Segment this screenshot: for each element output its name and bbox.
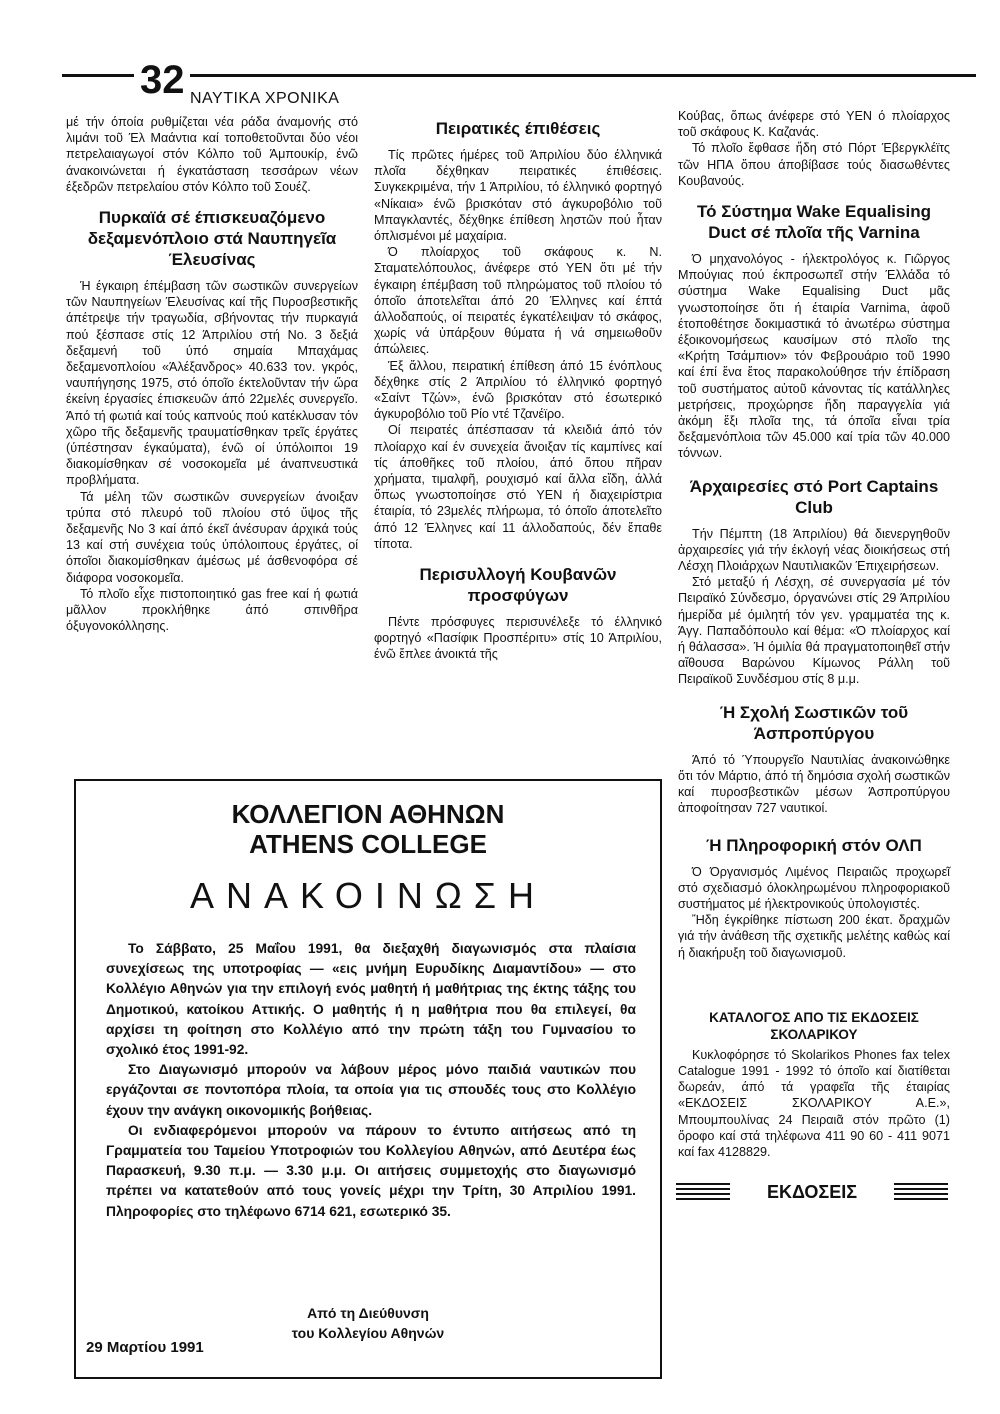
paragraph: Στο Διαγωνισμό μπορούν να λάβουν μέρος μόνο παιδιά ναυτικών που εργάζονται σε ποντοπόρα πλοία, τα οποία για τις σπουδές τους στο Κολλέγιο έχουν την ανάγκη οικονομικής βοήθειας. <box>106 1062 636 1118</box>
paragraph: Άπό τό Ύπουργεῖο Ναυτιλίας ἀνακοινώθηκε ὅτι τόν Μάρτιο, άπό τή δημόσια σχολή σωστικῶν καί πυροσβεστικῶν μέσων Άσπροπύργου ἀποφοίτησαν 727 ναυτικοί. <box>678 752 950 816</box>
header-rule-left <box>62 74 134 77</box>
announcement-date: 29 Μαρτίου 1991 <box>86 1339 204 1356</box>
article-title-rescue-school: Ή Σχολή Σωστικῶν τοῦ Άσπροπύργου <box>719 702 909 743</box>
section-banner-publications <box>676 1183 948 1201</box>
paragraph: Το Σάββατο, 25 Μαΐου 1991, θα διεξαχθή διαγωνισμός στα πλαίσια συνεχίσεως της υποτροφίας — «εις μνήμη Ευρυδίκης Διαμαντίδου» — στο Κολλέγιο Αθηνών για την επιλογή ενός μαθητή ή μαθήτριας της έκτης τάξης του Δημοτικού, κατοίκου Αττικής. Ο μαθητής ή η μαθήτρια που θα επιλεγεί, θα αρχίσει τη φοίτηση στο Κολλέγιο από την πρώτη τάξη του Γυμνασίου το σχολικό έτος 1991-92. <box>106 941 636 1058</box>
paragraph: Έξ ἄλλου, πειρατική έπίθεση άπό 15 ένόπλους δέχθηκε στίς 2 Άπριλίου τό έλληνικό φορτηγό «Σαίντ Τζών», ένῶ βρισκόταν στό έσωτερικό άγκυροβόλιο τοῦ Ρίο ντέ Τζανέϊρο. <box>374 358 662 422</box>
announcement-signature <box>76 1303 660 1343</box>
college-announcement-box <box>74 779 662 1379</box>
paragraph: Ἤδη έγκρίθηκε πίστωση 200 έκατ. δραχμῶν γιά τήν ἀνάθεση τῆς σχετικῆς μελέτης καθώς καί ή διακήρυξη τοῦ διαγωνισμοῦ. <box>678 913 950 960</box>
paragraph: Στό μεταξύ ή Λέσχη, σέ συνεργασία μέ τόν Πειραϊκό Σύνδεσμο, όργανώνει στίς 29 Άπριλίου ήμερίδα μέ όμιλητή τόν γεν. γραμματέα της κ. Άγγ. Παπαδόπουλο καί θέμα: «Ό πλοίαρχος καί ή θάλασσα». Ή όμιλία θά πραγματοποιηθεῖ στήν αἴθουσα Βαρώνου Κίμωνος Ράλλη τοῦ Πειραϊκοῦ Συνδέσμου στίς 8 μ.μ. <box>678 575 950 687</box>
paragraph: Τό πλοῖο εἶχε πιστοποιητικό gas free καί ή φωτιά μᾶλλον προκλήθηκε άπό σπινθῆρα όξυγονοκόλλησης. <box>66 586 358 634</box>
article-title-catalogue: ΚΑΤΑΛΟΓΟΣ ΑΠΟ ΤΙΣ ΕΚΔΟΣΕΙΣ ΣΚΟΛΑΡΙΚΟΥ <box>709 1009 919 1042</box>
paragraph: Ή έγκαιρη έπέμβαση τῶν σωστικῶν συνεργείων τῶν Ναυπηγείων Έλευσίνας καί τῆς Πυροσβεστικῆς άπέτρεψε τήν τραγωδία, σβήνοντας τήν πυρκαγιά πού ξέσπασε στίς 12 Άπριλίου στή Νο. 3 δεξιά δεξαμενή τοῦ ύπό σημαία Μπαχάμας δεξαμενοπλοίου «Άλέξανδρος» 40.633 τον. γκρός, ναυπήγησης 1975, στό όποῖο έκτελοῦνταν τήν ὥρα έκείνη έργασίες έπισκευῶν άπό 22μελές συνεργεῖο. Άπό τή φωτιά καί τούς καπνούς πού κατέκλυσαν τόν χῶρο τῆς δεξαμενῆς τραυματίσθηκαν τρεῖς έργάτες (ύπέστησαν έγκαύματα), ένῶ οί ύπόλοιποι 19 διακομίσθηκαν σέ νοσοκομεῖα μέ άναπνευστικά προβλήματα. <box>66 279 358 488</box>
article-title-fire: Πυρκαϊά σέ έπισκευαζόμενο δεξαμενόπλοιο στά Ναυπηγεῖα Έλευσίνας <box>87 208 337 270</box>
page-number: 32 <box>140 58 185 102</box>
paragraph: Ό Όργανισμός Λιμένος Πειραιῶς προχωρεῖ στό σχεδιασμό όλοκληρωμένου πληροφοριακοῦ συστήματος μέ ήλεκτρονικούς ὑπολογιστές. <box>678 864 950 911</box>
header-rule-right <box>190 74 976 77</box>
paragraph: Κούβας, ὅπως άνέφερε στό ΥΕΝ ό πλοίαρχος τοῦ σκάφους Κ. Καζανάς. <box>678 109 950 140</box>
paragraph: Ό μηχανολόγος - ήλεκτρολόγος κ. Γιῶργος Μπούγιας πού έκπροσωπεῖ στήν Έλλάδα τό σύστημα Wake Equalising Duct μᾶς γνωστοποίησε ὅτι ή έταιρία Varnima, ἀφοῦ έτοποθέτησε δοκιμαστικά τό ἀνωτέρω σύστημα έξοικονομήσεως καυσίμων στό πλοῖο της «Κρήτη Τσάμπιον» τόν Φεβρουάριο τοῦ 1990 καί έπί ἕνα ἔτος παρακολούθησε τήν έπίδραση τοῦ συστήματος αὐτοῦ κάνοντας τίς κατάλληλες μετρήσεις, προχώρησε ἤδη παραγγελία γιά ἀκόμη ἕξι πλοῖα της, τά όποῖα εἶναι τρία δεξαμενόπλοια τῶν 45.000 καί τρία τῶν 40.000 τόννων. <box>678 252 950 461</box>
article-continuation: μέ τήν όποία ρυθμίζεται νέα ράδα άναμονής στό λιμάνι τοῦ Έλ Μαάντια καί τοποθετοῦνται δύο νέοι πετρελαιαγωγοί στόν Κόλπο τοῦ Άμπουκίρ, ένῶ άνακοινώνεται ή έγκατάσταση τεσσάρων νέων έξεδρῶν πετρελαίου στόν Κόλπο τοῦ Σουέζ. <box>66 115 358 194</box>
paragraph: Τίς πρῶτες ήμέρες τοῦ Άπριλίου δύο έλληνικά πλοῖα δέχθηκαν πειρατικές έπιθέσεις. Συγκεκριμένα, τήν 1 Άπριλίου, τό έλληνικό φορτηγό «Νίκαια» ένῶ βρισκόταν στό άγκυροβόλιο τοῦ Μπαγκλαντές, δέχθηκε έπίθεση ληστῶν πού ἦταν όπλισμένοι μέ μαχαίρια. <box>374 148 662 244</box>
article-title-it-olp: Ή Πληροφορική στόν ΟΛΠ <box>706 835 922 855</box>
banner-rules-left <box>676 1183 730 1203</box>
signature-line: Από τη Διεύθυνση <box>307 1305 429 1321</box>
column-right <box>678 108 950 1160</box>
paragraph: Κυκλοφόρησε τό Skolarikos Phones fax telex Catalogue 1991 - 1992 τό όποῖο καί διατίθεται δωρεάν, άπό τά γραφεῖα τῆς έταιρίας «ΕΚΔΟΣΕΙΣ ΣΚΟΛΑΡΙΚΟΥ Α.Ε.», Μπουμπουλίνας 24 Πειραιᾶ στόν πρῶτο (1) ὄροφο καί στά τηλέφωνα 411 90 60 - 411 9071 καί fax 4128829. <box>678 1047 950 1159</box>
paragraph: Πέντε πρόσφυγες περισυνέλεξε τό έλληνικό φορτηγό «Πασίφικ Προσπέριτυ» στίς 10 Άπριλίου, ένῶ ἔπλεε άνοικτά τῆς <box>374 615 662 662</box>
article-title-wake-duct: Τό Σύστημα Wake Equalising Duct σέ πλοῖα τῆς Varnina <box>697 202 931 243</box>
announcement-heading: ΑΝΑΚΟΙΝΩΣΗ <box>189 875 547 916</box>
announcement-institution-english: ATHENS COLLEGE <box>249 829 487 859</box>
paragraph: Οί πειρατές άπέσπασαν τά κλειδιά άπό τόν πλοίαρχο καί έν συνεχεία ἄνοιξαν τίς καμπίνες καί τίς άποθῆκες τοῦ πλοίου, άπό ὅπου πῆραν χρήματα, τιμαλφῆ, ρουχισμό καί ἄλλα εἴδη, άλλά ὅπως γνωστοποίησε στό ΥΕΝ ή διαχειρίστρια έταιρία, τό 23μελές πλήρωμα, τό όποῖο άποτελεῖτο άπό 12 Έλληνες καί 11 άλλοδαπούς, δέν ἔπαθε τίποτα. <box>374 423 662 551</box>
section-label: ΕΚΔΟΣΕΙΣ <box>766 1182 858 1202</box>
paragraph: Τά μέλη τῶν σωστικῶν συνεργείων άνοιξαν τρύπα στό πλευρό τοῦ πλοίου στό ὕψος τῆς δεξαμενῆς Νο 3 καί άπό έκεῖ άνέσυραν άρχικά τούς 13 καί στή συνέχεια τούς ύπόλοιπους έργάτες, οί όποῖοι διακομίσθηκαν άμέσως μέ άσθενοφόρα σέ διάφορα νοσοκομεῖα. <box>66 489 358 585</box>
paragraph: Οι ενδιαφερόμενοι μπορούν να πάρουν το έντυπο αιτήσεως από τη Γραμματεία του Ταμείου Υποτροφιών του Κολλεγίου Αθηνών, από Δευτέρα έως Παρασκευή, 9.30 π.μ. — 3.30 μ.μ. Οι αιτήσεις συμμετοχής στο διαγωνισμό πρέπει να κατατεθούν από τους γονείς μέχρι την Τρίτη, 30 Απριλίου 1991. Πληροφορίες στο τηλέφωνο 6714 621, εσωτερικό 35. <box>106 1122 636 1219</box>
banner-rules-right <box>894 1183 948 1203</box>
column-middle <box>374 118 662 663</box>
article-title-pirates: Πειρατικές έπιθέσεις <box>435 119 601 138</box>
article-title-refugees: Περισυλλογή Κουβανῶν προσφύγων <box>419 565 617 606</box>
signature-line: του Κολλεγίου Αθηνών <box>291 1325 445 1341</box>
announcement-body <box>106 939 636 1222</box>
paragraph: Τήν Πέμπτη (18 Άπριλίου) θά διενεργηθοῦν ἀρχαιρεσίες γιά τήν έκλογή νέας διοικήσεως στή Λέσχη Πλοιάρχων Ναυτιλιακῶν Έπιχειρήσεων. <box>678 526 950 574</box>
paragraph: Τό πλοῖο ἔφθασε ἤδη στό Πόρτ Έβεργκλέϊτς τῶν ΗΠΑ ὅπου άποβίβασε τούς διασωθέντες Κουβανούς. <box>678 141 950 188</box>
publication-title: ΝΑΥΤΙΚΑ ΧΡΟΝΙΚΑ <box>190 90 340 107</box>
paragraph: Ό πλοίαρχος τοῦ σκάφους κ. Ν. Σταματελόπουλος, άνέφερε στό ΥΕΝ ὅτι μέ τήν έγκαιρη έπέμβαση τοῦ πληρώματος τοῦ πλοίου τό όποῖο άποτελεῖται άπό 20 Έλληνες καί έπτά άλλοδαπούς, οί πειρατές έγκατέλειψαν τό σκάφος, χωρίς νά ὑπάρξουν θύματα ή νά σημειωθοῦν άπώλειες. <box>374 245 662 357</box>
article-title-elections: Άρχαιρεσίες στό Port Captains Club <box>689 476 939 517</box>
announcement-institution-greek: ΚΟΛΛΕΓΙΟΝ ΑΘΗΝΩΝ <box>231 799 505 829</box>
column-left <box>66 114 358 634</box>
